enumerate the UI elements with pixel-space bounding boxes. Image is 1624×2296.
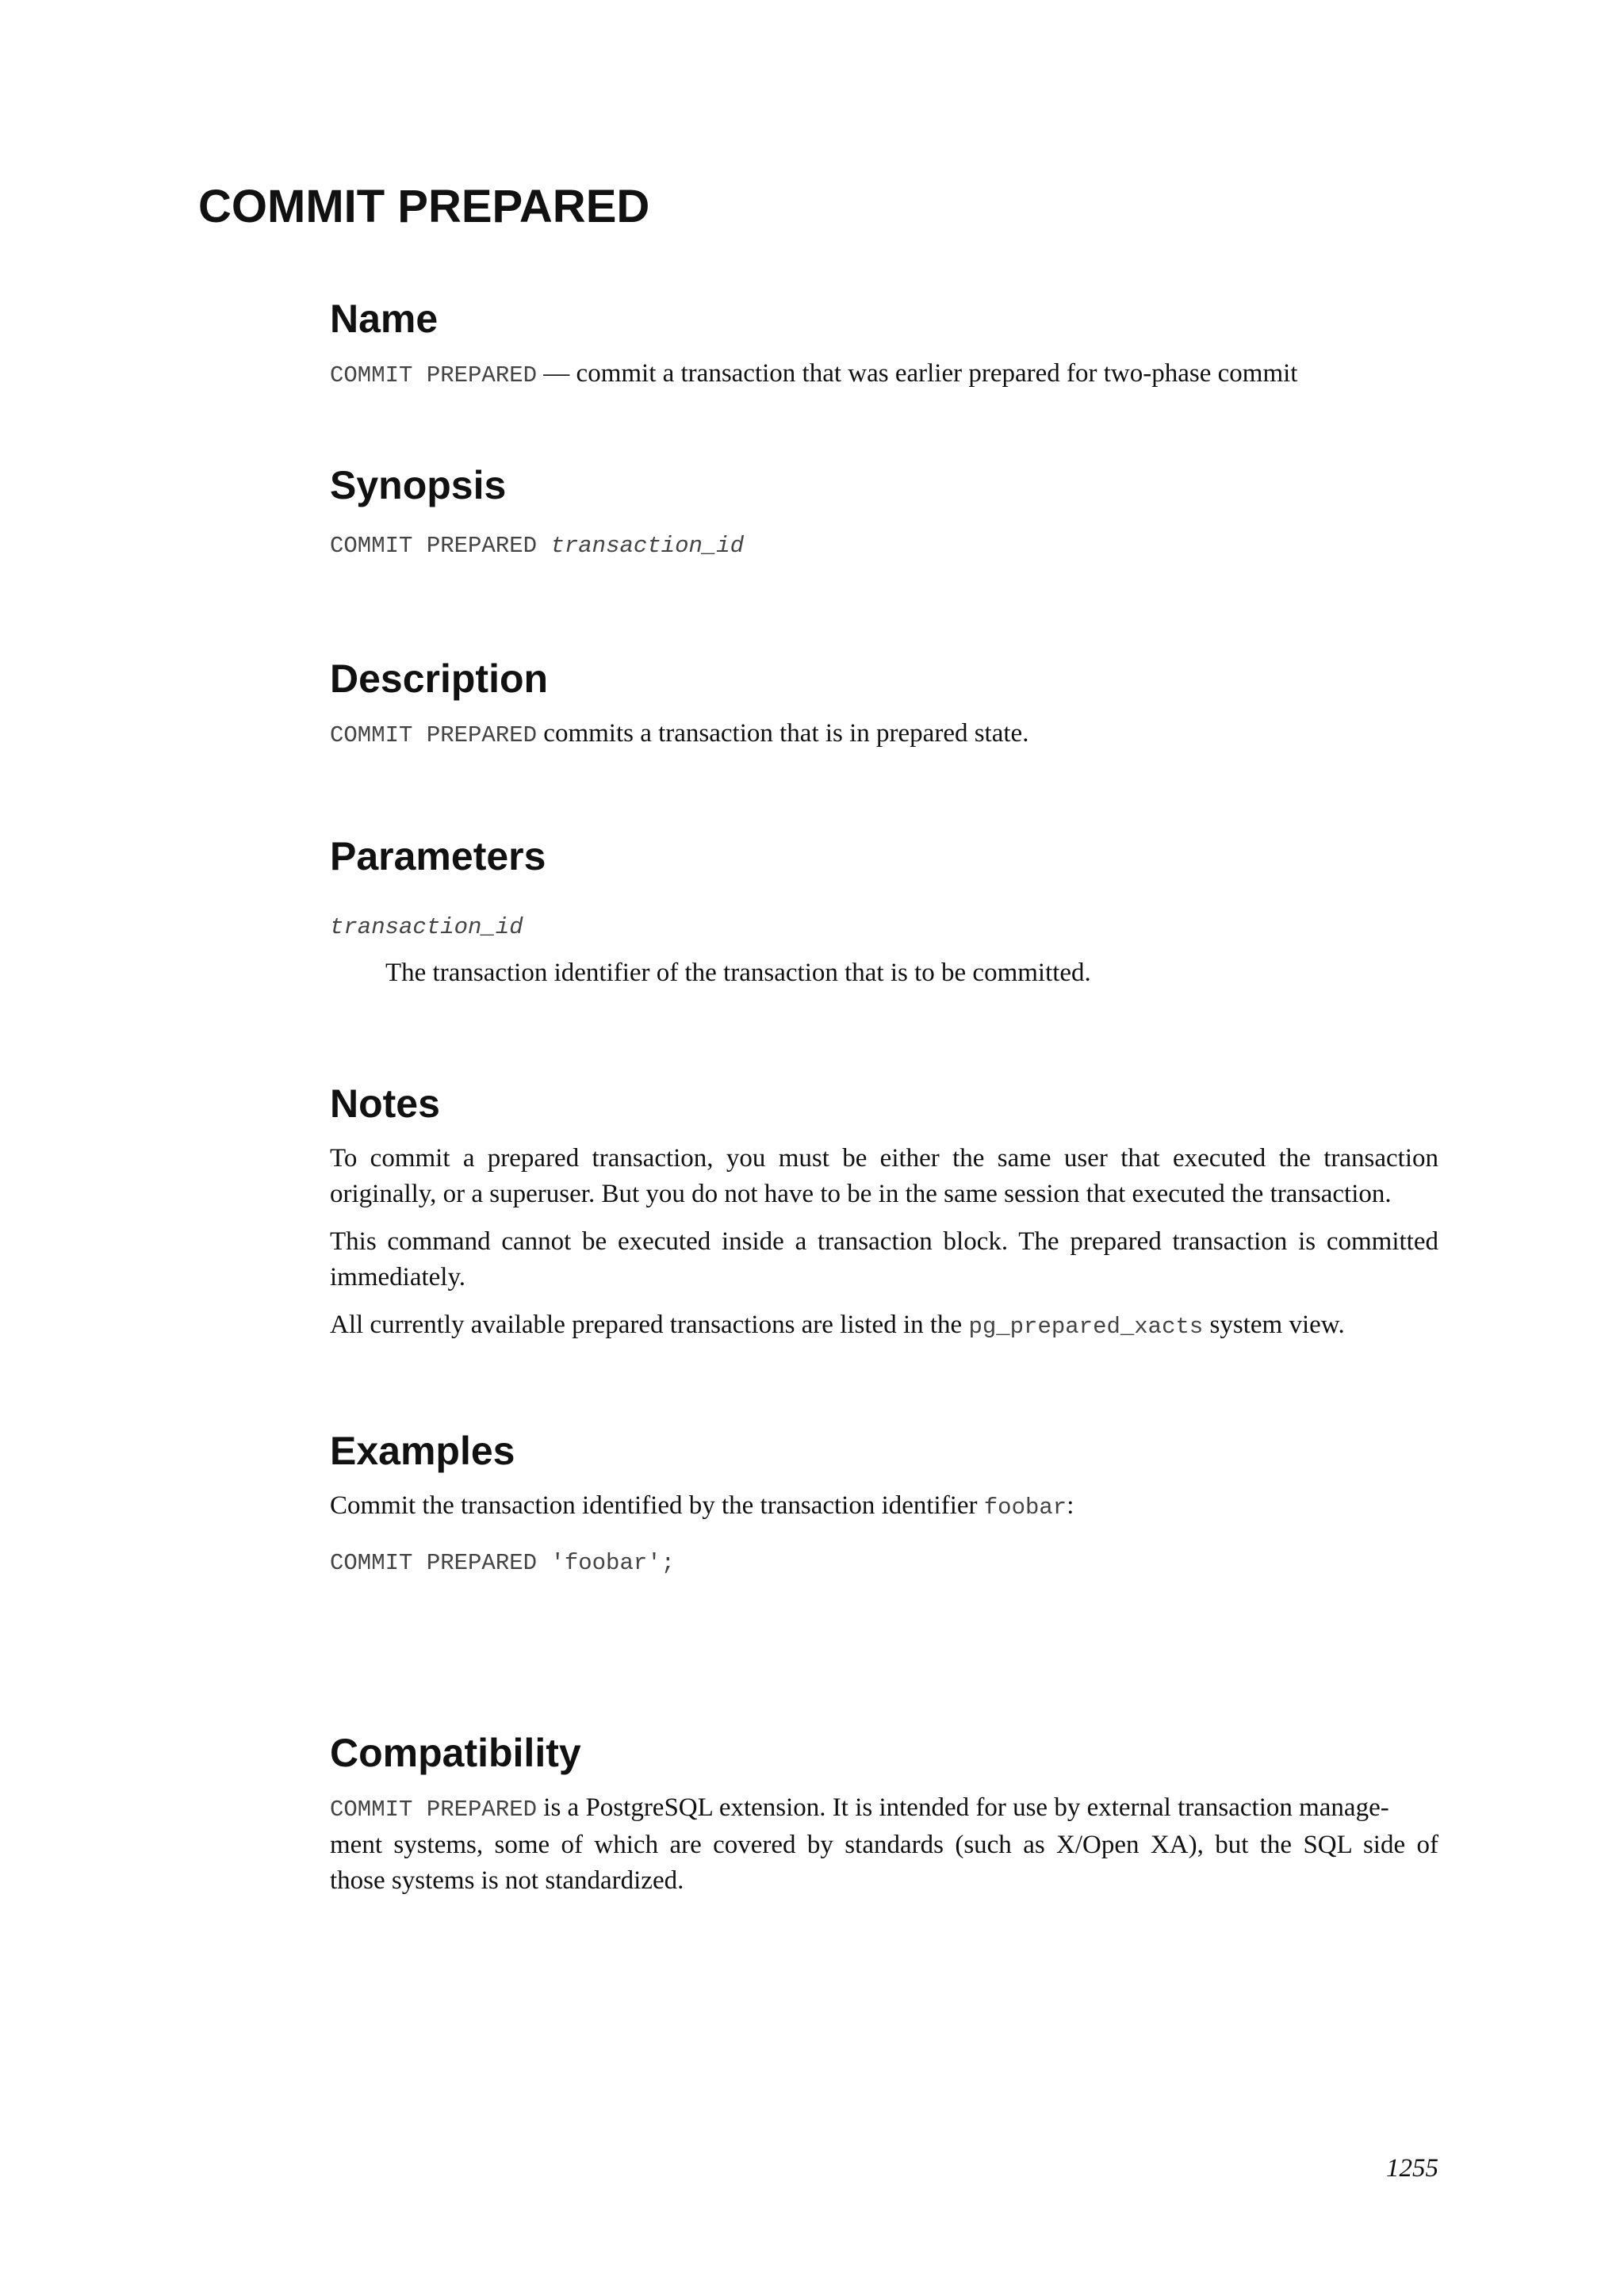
- description-command: COMMIT PREPARED: [330, 722, 538, 748]
- notes-paragraph-2: This command cannot be executed inside a transaction block. The prepared transaction is committed immediately.: [330, 1227, 1438, 1292]
- description-text: [330, 716, 1438, 753]
- compatibility-section: [330, 1729, 1438, 1899]
- notes-section: [330, 1080, 1438, 1345]
- compatibility-line-1-text: is a PostgreSQL extension. It is intended for use by external transaction manage-: [537, 1793, 1389, 1822]
- examples-intro: [330, 1488, 1438, 1525]
- synopsis-code: [330, 530, 1438, 562]
- notes-paragraph-3: [330, 1307, 1438, 1345]
- description-heading: Description: [330, 656, 549, 701]
- page-title: COMMIT PREPARED: [198, 181, 650, 232]
- name-command: COMMIT PREPARED: [330, 362, 538, 388]
- parameter-list: [330, 912, 1438, 991]
- examples-intro-text: Commit the transaction identified by the transaction identifier: [330, 1491, 984, 1520]
- notes-paragraph-3-tail: system view.: [1203, 1311, 1345, 1339]
- name-text: [330, 356, 1438, 393]
- synopsis-argument: transaction_id: [550, 533, 745, 559]
- examples-intro-tail: :: [1067, 1491, 1074, 1520]
- parameter-term: transaction_id: [330, 914, 523, 940]
- name-summary: — commit a transaction that was earlier prepared for two-phase commit: [537, 359, 1298, 388]
- examples-section: [330, 1427, 1438, 1579]
- pg-prepared-xacts-code: pg_prepared_xacts: [968, 1314, 1204, 1340]
- notes-paragraph-3-text: All currently available prepared transactions are listed in the: [330, 1311, 969, 1339]
- name-heading: Name: [330, 297, 439, 341]
- notes-heading: Notes: [330, 1081, 440, 1126]
- page-number: 1255: [1386, 2154, 1438, 2183]
- synopsis-command: COMMIT PREPARED: [330, 533, 551, 559]
- foobar-code: foobar: [983, 1494, 1067, 1521]
- compatibility-command: COMMIT PREPARED: [330, 1797, 538, 1823]
- compatibility-heading: Compatibility: [330, 1731, 581, 1775]
- example-code: COMMIT PREPARED 'foobar';: [330, 1550, 676, 1576]
- parameters-section: [330, 832, 1438, 991]
- description-section: [330, 655, 1438, 753]
- parameter-definition: The transaction identifier of the transaction that is to be committed.: [385, 959, 1091, 987]
- parameters-heading: Parameters: [330, 834, 546, 878]
- notes-paragraph-1: To commit a prepared transaction, you must be either the same user that executed the transaction originally, or a superuser. But you do not have to be in the same session that executed the transaction.: [330, 1144, 1438, 1208]
- compatibility-line-2: ment systems, some of which are covered by standards (such as X/Open XA), but the SQL side of: [330, 1831, 1438, 1859]
- description-body: commits a transaction that is in prepared state.: [537, 719, 1029, 748]
- synopsis-heading: Synopsis: [330, 463, 507, 507]
- compatibility-text: [330, 1790, 1438, 1899]
- compatibility-line-3: those systems is not standardized.: [330, 1866, 684, 1895]
- synopsis-section: [330, 461, 1438, 562]
- compatibility-line-1: [330, 1790, 1438, 1827]
- name-section: [330, 295, 1438, 393]
- examples-heading: Examples: [330, 1429, 515, 1473]
